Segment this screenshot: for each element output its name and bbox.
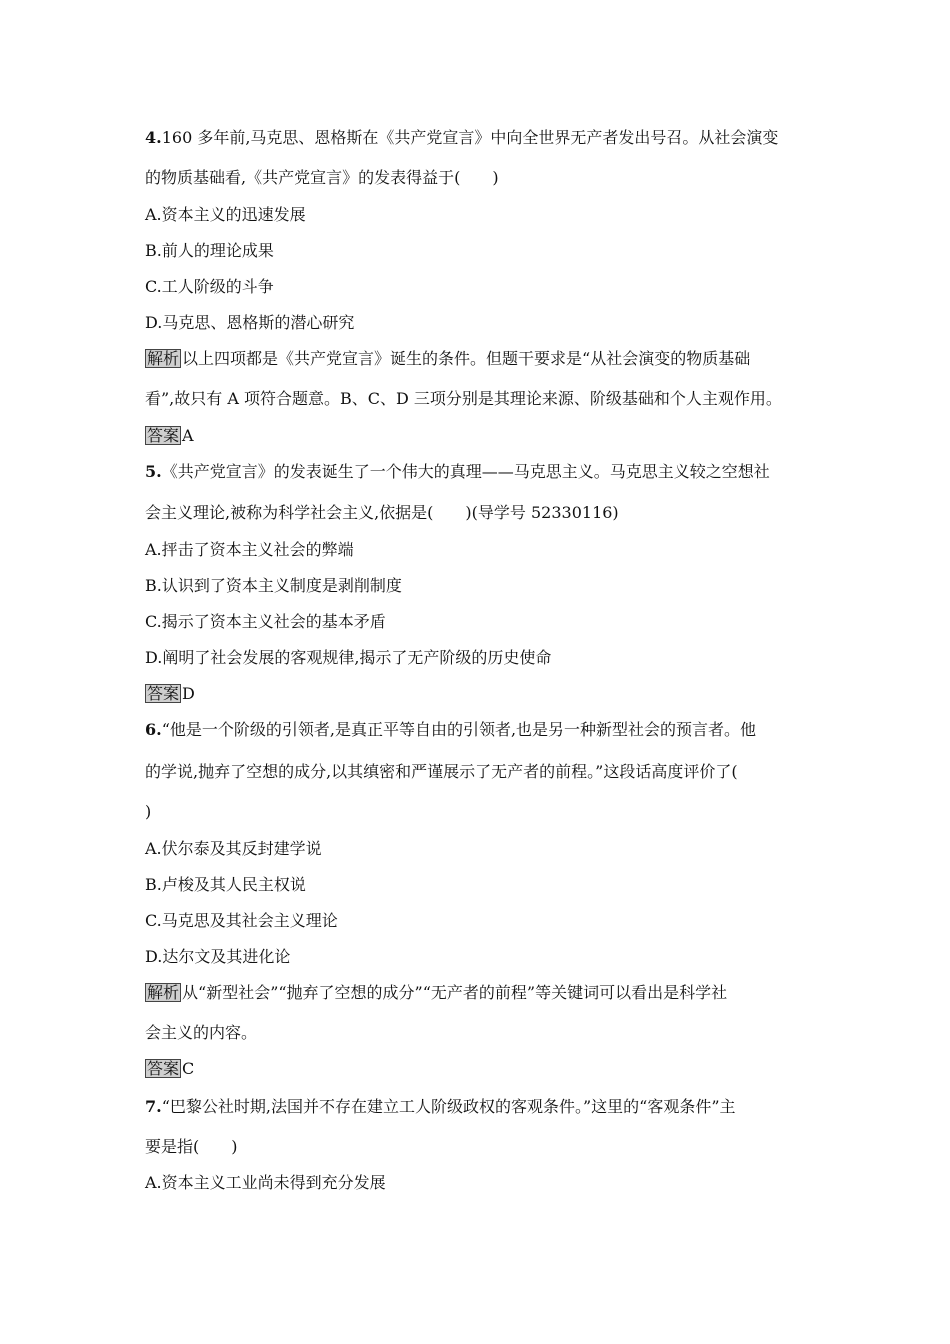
question-6-analysis-line-2: 会主义的内容。 (145, 1023, 258, 1042)
question-5-option-d: D.阐明了社会发展的客观规律,揭示了无产阶级的历史使命 (145, 648, 552, 667)
answer-value: D (182, 684, 195, 703)
analysis-tag: 解析 (147, 349, 180, 368)
question-4-stem-line-2: 的物质基础看,《共产党宣言》的发表得益于( ) (145, 168, 499, 187)
question-5-option-a: A.抨击了资本主义社会的弊端 (145, 540, 354, 559)
question-5-stem-line-2: 会主义理论,被称为科学社会主义,依据是( )(导学号 52330116) (145, 503, 619, 522)
question-4-option-a: A.资本主义的迅速发展 (145, 205, 306, 224)
question-5-stem-line-1 (145, 462, 770, 482)
question-stem-text: 《共产党宣言》的发表诞生了一个伟大的真理——马克思主义。马克思主义较之空想社 (161, 462, 770, 481)
question-5-option-c: C.揭示了资本主义社会的基本矛盾 (145, 612, 386, 631)
analysis-text: 以上四项都是《共产党宣言》诞生的条件。但题干要求是“从社会演变的物质基础 (182, 349, 751, 368)
question-number: 7. (145, 1097, 162, 1116)
question-number: 6. (145, 720, 162, 739)
question-number: 4. (145, 128, 162, 147)
question-4-analysis-line-1 (145, 349, 750, 369)
answer-tag: 答案 (147, 426, 180, 445)
question-6-option-b: B.卢梭及其人民主权说 (145, 875, 306, 894)
question-6-analysis-line-1 (145, 983, 727, 1003)
question-6-stem-line-3: ) (145, 802, 152, 821)
question-6-option-a: A.伏尔泰及其反封建学说 (145, 839, 322, 858)
question-5-option-b: B.认识到了资本主义制度是剥削制度 (145, 576, 402, 595)
analysis-tag: 解析 (147, 983, 180, 1002)
question-4-option-c: C.工人阶级的斗争 (145, 277, 274, 296)
analysis-text: 从“新型社会”“抛弃了空想的成分”“无产者的前程”等关键词可以看出是科学社 (182, 983, 728, 1002)
answer-tag: 答案 (147, 1059, 180, 1078)
question-stem-text: “巴黎公社时期,法国并不存在建立工人阶级政权的客观条件。”这里的“客观条件”主 (161, 1097, 736, 1116)
answer-tag: 答案 (147, 684, 180, 703)
question-4-answer (145, 426, 194, 446)
answer-value: A (182, 426, 194, 445)
question-7-stem-line-1 (145, 1097, 736, 1117)
question-6-option-d: D.达尔文及其进化论 (145, 947, 291, 966)
question-stem-text: 160 多年前,马克思、恩格斯在《共产党宣言》中向全世界无产者发出号召。从社会演变 (161, 128, 779, 147)
question-6-stem-line-1 (145, 720, 756, 740)
question-4-stem-line-1 (145, 128, 778, 148)
question-4-option-d: D.马克思、恩格斯的潜心研究 (145, 313, 355, 332)
answer-value: C (182, 1059, 195, 1078)
question-4-analysis-line-2: 看”,故只有 A 项符合题意。B、C、D 三项分别是其理论来源、阶级基础和个人主观作用。 (145, 389, 782, 408)
question-7-option-a: A.资本主义工业尚未得到充分发展 (145, 1173, 386, 1192)
question-6-option-c: C.马克思及其社会主义理论 (145, 911, 338, 930)
question-5-answer (145, 684, 195, 704)
question-number: 5. (145, 462, 162, 481)
question-7-stem-line-2: 要是指( ) (145, 1137, 238, 1156)
question-4-option-b: B.前人的理论成果 (145, 241, 274, 260)
question-6-answer (145, 1059, 194, 1079)
question-stem-text: “他是一个阶级的引领者,是真正平等自由的引领者,也是另一种新型社会的预言者。他 (161, 720, 757, 739)
question-6-stem-line-2: 的学说,抛弃了空想的成分,以其缜密和严谨展示了无产者的前程。”这段话高度评价了( (145, 762, 738, 781)
